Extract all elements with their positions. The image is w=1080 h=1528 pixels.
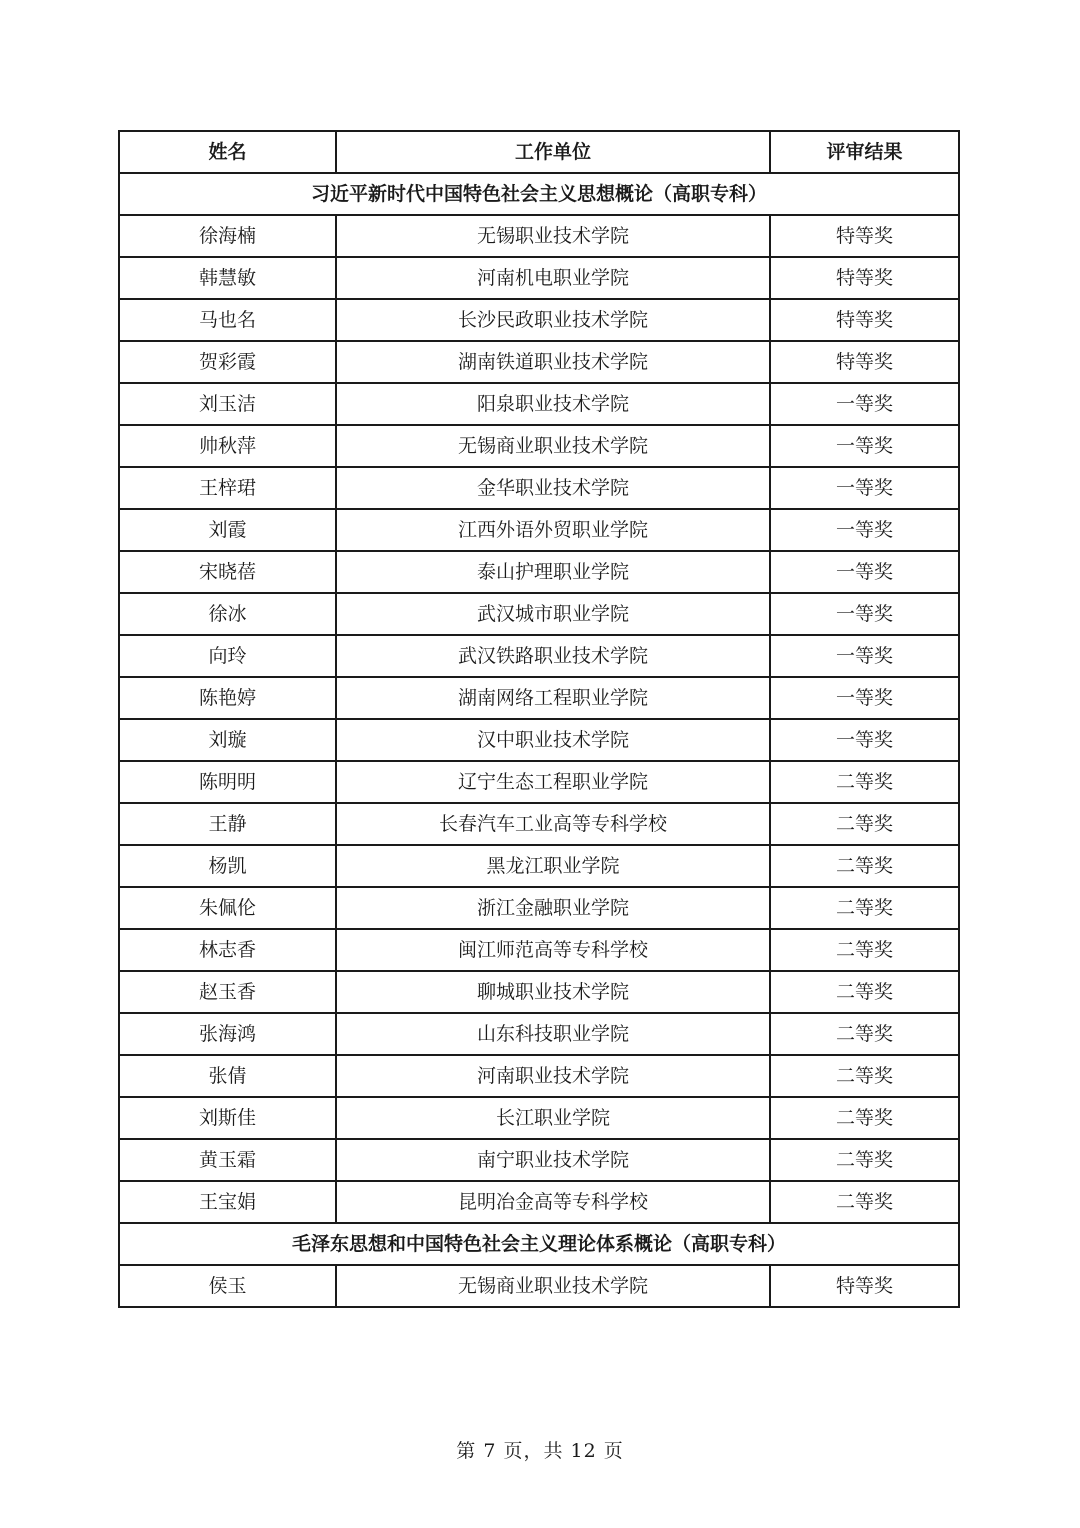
cell-result: 二等奖	[770, 761, 959, 803]
table-row	[119, 803, 959, 845]
cell-result: 一等奖	[770, 593, 959, 635]
cell-name: 张海鸿	[119, 1013, 336, 1055]
cell-name: 宋晓蓓	[119, 551, 336, 593]
cell-unit: 金华职业技术学院	[336, 467, 770, 509]
table-body	[119, 173, 959, 1307]
cell-name: 韩慧敏	[119, 257, 336, 299]
section-row	[119, 1223, 959, 1265]
cell-unit: 河南机电职业学院	[336, 257, 770, 299]
section-title: 毛泽东思想和中国特色社会主义理论体系概论（高职专科）	[119, 1223, 959, 1265]
cell-name: 帅秋萍	[119, 425, 336, 467]
cell-result: 一等奖	[770, 467, 959, 509]
cell-unit: 湖南铁道职业技术学院	[336, 341, 770, 383]
table-row	[119, 1097, 959, 1139]
table-row	[119, 761, 959, 803]
table-row	[119, 593, 959, 635]
cell-unit: 聊城职业技术学院	[336, 971, 770, 1013]
cell-name: 王梓珺	[119, 467, 336, 509]
cell-unit: 浙江金融职业学院	[336, 887, 770, 929]
cell-unit: 长沙民政职业技术学院	[336, 299, 770, 341]
table-row	[119, 719, 959, 761]
cell-result: 二等奖	[770, 1181, 959, 1223]
cell-result: 一等奖	[770, 677, 959, 719]
cell-name: 陈艳婷	[119, 677, 336, 719]
cell-unit: 昆明冶金高等专科学校	[336, 1181, 770, 1223]
cell-name: 陈明明	[119, 761, 336, 803]
cell-name: 朱佩伦	[119, 887, 336, 929]
cell-result: 一等奖	[770, 425, 959, 467]
cell-result: 二等奖	[770, 803, 959, 845]
page-number: 第 7 页，共 12 页	[456, 1440, 624, 1462]
cell-name: 侯玉	[119, 1265, 336, 1307]
cell-name: 刘璇	[119, 719, 336, 761]
header-name: 姓名	[119, 131, 336, 173]
table-row	[119, 635, 959, 677]
cell-name: 向玲	[119, 635, 336, 677]
table-row	[119, 467, 959, 509]
cell-unit: 长江职业学院	[336, 1097, 770, 1139]
cell-result: 二等奖	[770, 845, 959, 887]
table-header-row	[119, 131, 959, 173]
cell-unit: 南宁职业技术学院	[336, 1139, 770, 1181]
cell-unit: 泰山护理职业学院	[336, 551, 770, 593]
cell-name: 杨凯	[119, 845, 336, 887]
cell-result: 特等奖	[770, 257, 959, 299]
cell-unit: 湖南网络工程职业学院	[336, 677, 770, 719]
cell-result: 特等奖	[770, 299, 959, 341]
cell-result: 特等奖	[770, 341, 959, 383]
table-row	[119, 1181, 959, 1223]
cell-name: 马也名	[119, 299, 336, 341]
table-row	[119, 215, 959, 257]
cell-result: 一等奖	[770, 383, 959, 425]
cell-name: 林志香	[119, 929, 336, 971]
cell-name: 黄玉霜	[119, 1139, 336, 1181]
cell-name: 赵玉香	[119, 971, 336, 1013]
cell-name: 刘斯佳	[119, 1097, 336, 1139]
section-row	[119, 173, 959, 215]
table-row	[119, 971, 959, 1013]
cell-unit: 汉中职业技术学院	[336, 719, 770, 761]
table-row	[119, 257, 959, 299]
cell-result: 二等奖	[770, 1055, 959, 1097]
cell-result: 一等奖	[770, 719, 959, 761]
cell-name: 徐冰	[119, 593, 336, 635]
header-unit: 工作单位	[336, 131, 770, 173]
cell-result: 二等奖	[770, 887, 959, 929]
cell-result: 二等奖	[770, 971, 959, 1013]
table-row	[119, 1055, 959, 1097]
table-row	[119, 887, 959, 929]
table-row	[119, 425, 959, 467]
award-table	[118, 130, 960, 1308]
cell-unit: 无锡商业职业技术学院	[336, 1265, 770, 1307]
cell-result: 特等奖	[770, 1265, 959, 1307]
cell-unit: 阳泉职业技术学院	[336, 383, 770, 425]
table-row	[119, 383, 959, 425]
cell-unit: 武汉铁路职业技术学院	[336, 635, 770, 677]
table-row	[119, 1013, 959, 1055]
cell-result: 二等奖	[770, 1013, 959, 1055]
cell-unit: 无锡职业技术学院	[336, 215, 770, 257]
table-row	[119, 929, 959, 971]
table-row	[119, 341, 959, 383]
cell-name: 王宝娟	[119, 1181, 336, 1223]
cell-unit: 江西外语外贸职业学院	[336, 509, 770, 551]
cell-result: 一等奖	[770, 551, 959, 593]
cell-unit: 辽宁生态工程职业学院	[336, 761, 770, 803]
cell-name: 徐海楠	[119, 215, 336, 257]
cell-name: 贺彩霞	[119, 341, 336, 383]
cell-unit: 山东科技职业学院	[336, 1013, 770, 1055]
table-row	[119, 551, 959, 593]
cell-name: 张倩	[119, 1055, 336, 1097]
cell-result: 一等奖	[770, 635, 959, 677]
cell-unit: 长春汽车工业高等专科学校	[336, 803, 770, 845]
cell-name: 刘霞	[119, 509, 336, 551]
cell-result: 二等奖	[770, 1139, 959, 1181]
table-row	[119, 845, 959, 887]
header-result: 评审结果	[770, 131, 959, 173]
table-row	[119, 299, 959, 341]
cell-unit: 河南职业技术学院	[336, 1055, 770, 1097]
table-row	[119, 677, 959, 719]
cell-unit: 无锡商业职业技术学院	[336, 425, 770, 467]
section-title: 习近平新时代中国特色社会主义思想概论（高职专科）	[119, 173, 959, 215]
table-row	[119, 509, 959, 551]
table-row	[119, 1139, 959, 1181]
cell-unit: 闽江师范高等专科学校	[336, 929, 770, 971]
cell-unit: 武汉城市职业学院	[336, 593, 770, 635]
cell-result: 二等奖	[770, 929, 959, 971]
cell-result: 一等奖	[770, 509, 959, 551]
table-row	[119, 1265, 959, 1307]
cell-unit: 黑龙江职业学院	[336, 845, 770, 887]
cell-name: 王静	[119, 803, 336, 845]
cell-result: 二等奖	[770, 1097, 959, 1139]
cell-result: 特等奖	[770, 215, 959, 257]
cell-name: 刘玉洁	[119, 383, 336, 425]
